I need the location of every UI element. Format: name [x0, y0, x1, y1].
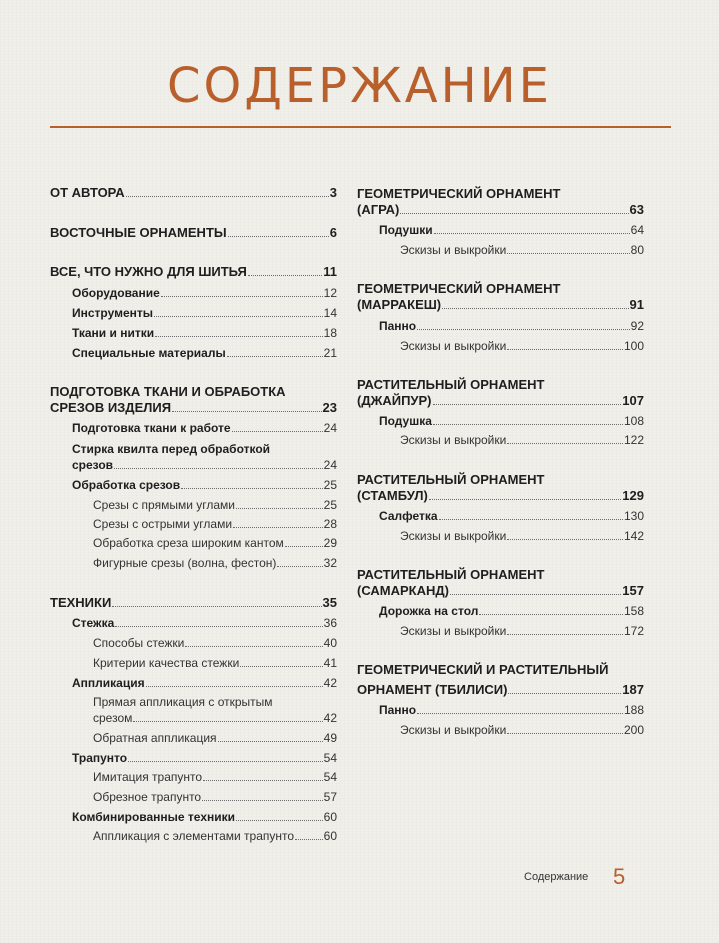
toc-entry-label: СРЕЗОВ ИЗДЕЛИЯ — [50, 400, 172, 415]
toc-entry-label: ТЕХНИКИ — [50, 595, 112, 610]
toc-entry-page: 14 — [323, 306, 337, 320]
leader-dots — [248, 275, 322, 276]
leader-dots — [128, 761, 323, 762]
toc-entry[interactable] — [72, 810, 337, 824]
leader-dots — [450, 594, 621, 595]
toc-entry-label: Комбинированные техники — [72, 810, 236, 824]
toc-entry-label: Панно — [379, 703, 417, 717]
toc-entry-label: (САМАРКАНД) — [357, 583, 449, 598]
toc-entry[interactable] — [357, 298, 644, 312]
toc-entry-label: Подушка — [379, 414, 432, 428]
toc-entry-label: Аппликация — [72, 676, 145, 690]
leader-dots — [433, 424, 623, 425]
toc-entry[interactable] — [72, 616, 337, 630]
toc-entry[interactable] — [72, 478, 337, 492]
toc-entry-label: ОТ АВТОРА — [50, 185, 125, 200]
toc-entry-page: 40 — [323, 636, 337, 650]
toc-entry[interactable] — [400, 529, 644, 543]
leader-dots — [112, 606, 321, 607]
toc-entry-label: Критерии качества стежки — [93, 656, 240, 670]
toc-entry[interactable] — [72, 676, 337, 690]
toc-entry-label: Фигурные срезы (волна, фестон) — [93, 556, 277, 570]
toc-entry-page: 25 — [323, 478, 337, 492]
toc-entry-label: Обрезное трапунто — [93, 790, 202, 804]
toc-entry-page: 18 — [323, 326, 337, 340]
toc-entry[interactable] — [379, 509, 644, 523]
toc-entry[interactable] — [357, 489, 644, 503]
toc-entry-label: Трапунто — [72, 751, 128, 765]
leader-dots — [400, 213, 628, 214]
toc-entry-page: 28 — [323, 517, 337, 531]
toc-entry[interactable] — [357, 394, 644, 408]
toc-entry-page: 60 — [323, 829, 337, 843]
toc-entry-label: Панно — [379, 319, 417, 333]
leader-dots — [185, 646, 322, 647]
toc-entry[interactable] — [93, 790, 337, 804]
toc-entry[interactable] — [357, 203, 644, 217]
toc-entry-page: 200 — [623, 723, 644, 737]
toc-entry-page: 108 — [623, 414, 644, 428]
leader-dots — [507, 539, 623, 540]
toc-entry-page: 42 — [323, 676, 337, 690]
toc-entry-label: Эскизы и выкройки — [400, 624, 507, 638]
toc-entry-page: 107 — [622, 393, 644, 408]
toc-entry-label: (СТАМБУЛ) — [357, 488, 428, 503]
toc-entry-label: Срезы с прямыми углами — [93, 498, 235, 512]
toc-entry[interactable] — [50, 186, 337, 200]
toc-entry[interactable] — [379, 604, 644, 618]
leader-dots — [429, 499, 622, 500]
toc-entry-page: 122 — [623, 433, 644, 447]
toc-entry-page: 24 — [323, 421, 337, 435]
leader-dots — [218, 741, 323, 742]
toc-entry-page: 54 — [323, 751, 337, 765]
leader-dots — [228, 236, 329, 237]
toc-entry-label: Оборудование — [72, 286, 160, 300]
toc-entry-label-line1: Прямая аппликация с открытым — [93, 695, 273, 709]
toc-entry-label-line1: Стирка квилта перед обработкой — [72, 442, 271, 456]
toc-entry-label: срезов — [72, 458, 114, 472]
toc-entry[interactable] — [93, 656, 337, 670]
toc-entry-label-line1: ГЕОМЕТРИЧЕСКИЙ ОРНАМЕНТ — [357, 281, 561, 296]
leader-dots — [126, 196, 329, 197]
toc-entry-label: (МАРРАКЕШ) — [357, 297, 442, 312]
toc-entry-page: 142 — [623, 529, 644, 543]
toc-entry-label-line1: ГЕОМЕТРИЧЕСКИЙ И РАСТИТЕЛЬНЫЙ — [357, 662, 609, 677]
toc-entry-label-line1: РАСТИТЕЛЬНЫЙ ОРНАМЕНТ — [357, 472, 545, 487]
toc-entry-page: 29 — [323, 536, 337, 550]
toc-entry[interactable] — [357, 584, 644, 598]
toc-entry-page: 42 — [323, 711, 337, 725]
toc-entry-label-line1: ПОДГОТОВКА ТКАНИ И ОБРАБОТКА — [50, 384, 286, 399]
toc-entry[interactable] — [93, 829, 337, 843]
toc-entry-label: ВСЕ, ЧТО НУЖНО ДЛЯ ШИТЬЯ — [50, 264, 247, 279]
leader-dots — [155, 336, 323, 337]
toc-entry-label: Обработка среза широким кантом — [93, 536, 284, 550]
leader-dots — [507, 253, 629, 254]
toc-entry-label: Имитация трапунто — [93, 770, 203, 784]
toc-entry-page: 57 — [323, 790, 337, 804]
toc-entry[interactable] — [379, 223, 644, 237]
toc-entry-label: Эскизы и выкройки — [400, 433, 507, 447]
toc-entry-label: Способы стежки — [93, 636, 185, 650]
toc-entry-label: (АГРА) — [357, 202, 400, 217]
toc-entry-label: Эскизы и выкройки — [400, 723, 507, 737]
title-rule — [50, 126, 671, 128]
leader-dots — [133, 721, 322, 722]
leader-dots — [161, 296, 323, 297]
toc-entry-page: 49 — [323, 731, 337, 745]
toc-entry-page: 25 — [323, 498, 337, 512]
toc-entry-page: 12 — [323, 286, 337, 300]
toc-entry-page: 158 — [623, 604, 644, 618]
toc-entry-page: 80 — [630, 243, 644, 257]
toc-entry-page: 92 — [630, 319, 644, 333]
toc-entry-page: 64 — [630, 223, 644, 237]
toc-entry-label: Срезы с острыми углами — [93, 517, 233, 531]
toc-entry-page: 21 — [323, 346, 337, 360]
leader-dots — [146, 686, 323, 687]
toc-entry-page: 54 — [323, 770, 337, 784]
toc-entry[interactable] — [379, 414, 644, 428]
toc-entry-page: 91 — [629, 297, 644, 312]
leader-dots — [295, 839, 323, 840]
toc-entry[interactable] — [400, 723, 644, 737]
toc-entry-label-line1: РАСТИТЕЛЬНЫЙ ОРНАМЕНТ — [357, 567, 545, 582]
toc-entry-label: Инструменты — [72, 306, 154, 320]
toc-entry-page: 157 — [622, 583, 644, 598]
leader-dots — [507, 634, 623, 635]
toc-entry[interactable] — [72, 751, 337, 765]
toc-entry-label: Дорожка на стол — [379, 604, 479, 618]
toc-entry-label: (ДЖАЙПУР) — [357, 393, 432, 408]
toc-entry[interactable] — [72, 458, 337, 472]
toc-entry-label: Подготовка ткани к работе — [72, 421, 231, 435]
leader-dots — [507, 349, 623, 350]
toc-entry-page: 188 — [623, 703, 644, 717]
toc-entry[interactable] — [50, 596, 337, 610]
toc-entry-page: 60 — [323, 810, 337, 824]
toc-entry-page: 130 — [623, 509, 644, 523]
leader-dots — [439, 519, 623, 520]
leader-dots — [507, 443, 623, 444]
toc-entry[interactable] — [357, 683, 644, 697]
leader-dots — [203, 780, 323, 781]
leader-dots — [232, 431, 323, 432]
leader-dots — [114, 468, 323, 469]
toc-entry[interactable] — [93, 731, 337, 745]
toc-entry-label: Специальные материалы — [72, 346, 226, 360]
leader-dots — [507, 733, 623, 734]
toc-entry-page: 36 — [323, 616, 337, 630]
toc-entry[interactable] — [93, 498, 337, 512]
footer-section-label: Содержание — [524, 871, 589, 883]
toc-entry-label: Аппликация с элементами трапунто — [93, 829, 295, 843]
leader-dots — [508, 693, 621, 694]
toc-entry-label: Обратная аппликация — [93, 731, 217, 745]
toc-entry-page: 35 — [322, 595, 337, 610]
toc-entry-label-line1: ГЕОМЕТРИЧЕСКИЙ ОРНАМЕНТ — [357, 186, 561, 201]
leader-dots — [442, 308, 628, 309]
leader-dots — [202, 800, 323, 801]
toc-entry-label: срезом — [93, 711, 133, 725]
toc-entry-label: Эскизы и выкройки — [400, 529, 507, 543]
leader-dots — [181, 488, 323, 489]
toc-entry[interactable] — [93, 770, 337, 784]
toc-entry[interactable] — [72, 346, 337, 360]
leader-dots — [417, 713, 623, 714]
toc-entry-label: Салфетка — [379, 509, 438, 523]
toc-entry[interactable] — [93, 636, 337, 650]
leader-dots — [154, 316, 323, 317]
toc-entry[interactable] — [379, 703, 644, 717]
toc-entry[interactable] — [400, 243, 644, 257]
toc-entry[interactable] — [400, 339, 644, 353]
toc-entry[interactable] — [50, 226, 337, 240]
leader-dots — [233, 527, 323, 528]
toc-entry[interactable] — [93, 556, 337, 570]
toc-entry-label: Обработка срезов — [72, 478, 181, 492]
leader-dots — [433, 404, 622, 405]
toc-entry-label: Стежка — [72, 616, 115, 630]
footer-page-number: 5 — [613, 864, 626, 889]
toc-entry-page: 63 — [629, 202, 644, 217]
toc-entry[interactable] — [379, 319, 644, 333]
toc-entry-page: 32 — [323, 556, 337, 570]
toc-entry-label: Подушки — [379, 223, 433, 237]
toc-entry[interactable] — [93, 711, 337, 725]
toc-entry-label: ВОСТОЧНЫЕ ОРНАМЕНТЫ — [50, 225, 227, 240]
toc-entry-page: 41 — [323, 656, 337, 670]
toc-entry[interactable] — [93, 536, 337, 550]
leader-dots — [434, 233, 630, 234]
toc-entry-label-line1: РАСТИТЕЛЬНЫЙ ОРНАМЕНТ — [357, 377, 545, 392]
toc-entry-page: 100 — [623, 339, 644, 353]
toc-entry-page: 187 — [622, 682, 644, 697]
leader-dots — [417, 329, 630, 330]
toc-entry[interactable] — [72, 306, 337, 320]
toc-entry[interactable] — [72, 326, 337, 340]
leader-dots — [115, 626, 322, 627]
toc-entry-page: 172 — [623, 624, 644, 638]
toc-entry[interactable] — [72, 286, 337, 300]
toc-entry[interactable] — [400, 433, 644, 447]
toc-entry-page: 24 — [323, 458, 337, 472]
toc-entry-label: Эскизы и выкройки — [400, 339, 507, 353]
toc-entry-page: 23 — [322, 400, 337, 415]
toc-entry-label: ОРНАМЕНТ (ТБИЛИСИ) — [357, 682, 508, 697]
toc-entry-label: Эскизы и выкройки — [400, 243, 507, 257]
leader-dots — [236, 508, 323, 509]
toc-entry[interactable] — [400, 624, 644, 638]
leader-dots — [240, 666, 322, 667]
toc-entry-label: Ткани и нитки — [72, 326, 155, 340]
toc-entry[interactable] — [72, 421, 337, 435]
toc-entry-page: 129 — [622, 488, 644, 503]
toc-entry-page: 6 — [329, 225, 337, 240]
leader-dots — [227, 356, 323, 357]
toc-entry-page: 11 — [323, 264, 337, 279]
leader-dots — [479, 614, 623, 615]
toc-entry[interactable] — [93, 517, 337, 531]
leader-dots — [285, 546, 323, 547]
leader-dots — [277, 566, 322, 567]
page-title: СОДЕРЖАНИЕ — [167, 58, 552, 114]
toc-entry[interactable] — [50, 401, 337, 415]
toc-entry-page: 3 — [329, 185, 337, 200]
leader-dots — [236, 820, 323, 821]
leader-dots — [172, 411, 321, 412]
toc-entry[interactable] — [50, 265, 337, 279]
